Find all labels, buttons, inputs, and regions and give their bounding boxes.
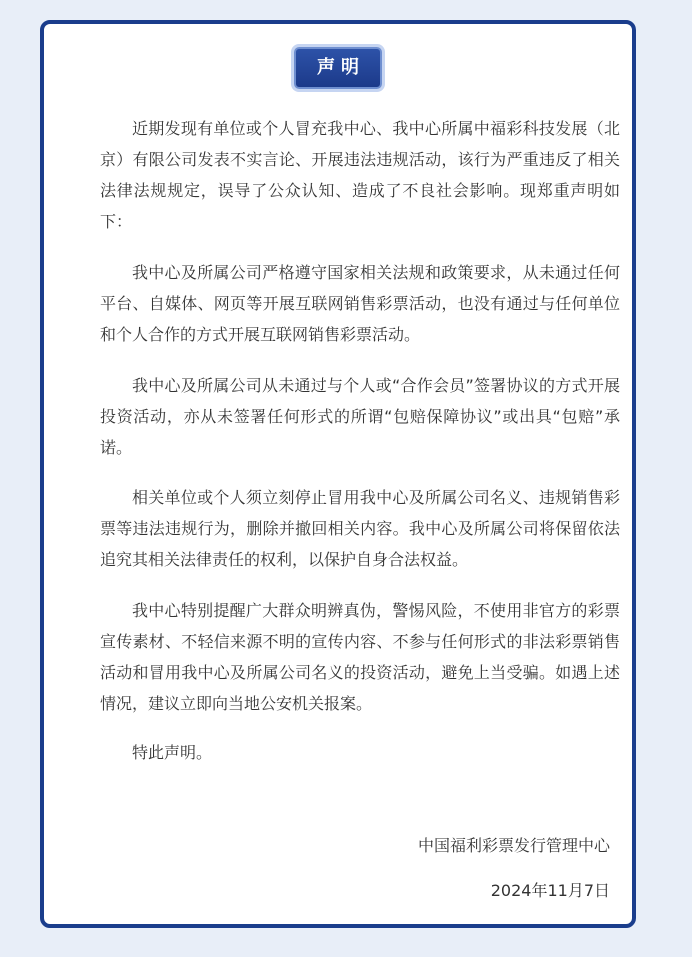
statement-paragraph-demand: 相关单位或个人须立刻停止冒用我中心及所属公司名义、违规销售彩票等违法违规行为，删除并撤回相关内容。我中心及所属公司将保留依法追究其相关法律责任的权利，以保护自身合法权益。 — [100, 488, 620, 569]
statement-paragraph-intro: 近期发现有单位或个人冒充我中心、我中心所属中福彩科技发展（北京）有限公司发表不实言论、开展违法违规活动，该行为严重违反了相关法律法规规定，误导了公众认知、造成了不良社会影响。现郑重声明如下： — [100, 119, 620, 231]
statement-paragraph-closing: 特此声明。 — [132, 743, 213, 762]
signature-organization: 中国福利彩票发行管理中心 — [417, 836, 610, 855]
statement-title: 声明 — [294, 47, 382, 89]
statement-frame — [40, 20, 636, 928]
statement-paragraph-investment: 我中心及所属公司从未通过与个人或“合作会员”签署协议的方式开展投资活动，亦从未签署任何形式的所谓“包赔保障协议”或出具“包赔”承诺。 — [100, 376, 620, 457]
statement-paragraph-warning: 我中心特别提醒广大群众明辨真伪，警惕风险，不使用非官方的彩票宣传素材、不轻信来源不明的宣传内容、不参与任何形式的非法彩票销售活动和冒用我中心及所属公司名义的投资活动，避免上当受骗。如遇上述情况，建议立即向当地公安机关报案。 — [100, 601, 620, 713]
signature-date: 2024年11月7日 — [490, 881, 610, 900]
statement-paragraph-sales: 我中心及所属公司严格遵守国家相关法规和政策要求，从未通过任何平台、自媒体、网页等开展互联网销售彩票活动，也没有通过与任何单位和个人合作的方式开展互联网销售彩票活动。 — [100, 263, 620, 344]
